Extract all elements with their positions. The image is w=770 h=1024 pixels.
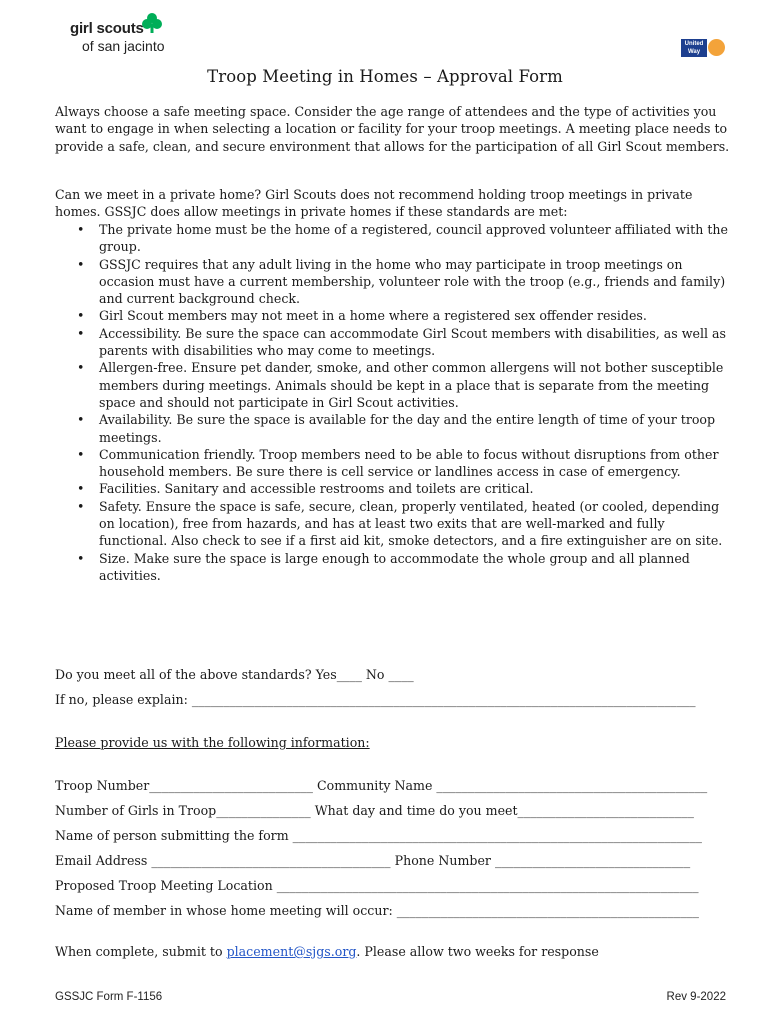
meet-standards-question[interactable]: Do you meet all of the above standards? Yes____ No ____ xyxy=(55,667,414,682)
list-item: • Size. Make sure the space is large enough to accommodate the whole group and all planned activities. xyxy=(55,550,730,585)
standards-list xyxy=(55,221,730,584)
list-item: • The private home must be the home of a registered, council approved volunteer affiliated with the group. xyxy=(55,221,730,256)
submit-instructions xyxy=(55,943,599,960)
footer-revision: Rev 9-2022 xyxy=(666,991,726,1003)
logo-line1: girl scouts xyxy=(70,20,144,37)
united-way-emblem-icon xyxy=(708,39,725,56)
submitter-name-field[interactable]: Name of person submitting the form _________________________________________________________________ xyxy=(55,828,702,843)
host-member-field[interactable]: Name of member in whose home meeting will occur: ________________________________________________ xyxy=(55,903,699,918)
list-item: • Availability. Be sure the space is available for the day and the entire length of time of your troop meetings. xyxy=(55,411,730,446)
placement-email-link[interactable]: placement@sjgs.org xyxy=(226,944,357,959)
submit-suffix: . Please allow two weeks for response xyxy=(356,944,599,959)
footer-form-id: GSSJC Form F-1156 xyxy=(55,991,163,1003)
troop-number-field[interactable]: Troop Number__________________________ Community Name ___________________________________________ xyxy=(55,778,708,793)
info-heading: Please provide us with the following information: xyxy=(55,735,370,750)
girl-scouts-logo xyxy=(70,12,185,56)
list-item: • Facilities. Sanitary and accessible restrooms and toilets are critical. xyxy=(55,480,730,497)
list-item: • Safety. Ensure the space is safe, secure, clean, properly ventilated, heated (or cooled, depending on location), free from hazards, and has at least two exits that are well-marked and fully functional. Also check to see if a first aid kit, smoke detectors, and a fire extinguisher are on site. xyxy=(55,498,730,550)
list-item: • Communication friendly. Troop members need to be able to focus without disruptions from other household members. Be sure there is cell service or landlines access in case of emergency. xyxy=(55,446,730,481)
page-title: Troop Meeting in Homes – Approval Form xyxy=(207,67,563,86)
meeting-location-field[interactable]: Proposed Troop Meeting Location ___________________________________________________________________ xyxy=(55,878,699,893)
logo-line2: of san jacinto xyxy=(82,38,165,54)
private-home-paragraph: Can we meet in a private home? Girl Scouts does not recommend holding troop meetings in private homes. GSSJC does allow meetings in private homes if these standards are met: xyxy=(55,187,693,220)
email-phone-field[interactable]: Email Address ______________________________________ Phone Number _______________________________ xyxy=(55,853,691,868)
united-way-logo xyxy=(681,39,724,57)
list-item: • Allergen-free. Ensure pet dander, smoke, and other common allergens will not bother susceptible members during meetings. Animals should be kept in a place that is separate from the meeting space and should not participate in Girl Scout activities. xyxy=(55,359,730,411)
list-item: • GSSJC requires that any adult living in the home who may participate in troop meetings on occasion must have a current membership, volunteer role with the troop (e.g., friends and family) and current background check. xyxy=(55,256,730,308)
explain-field[interactable]: If no, please explain: ________________________________________________________________________________ xyxy=(55,692,696,707)
trefoil-icon xyxy=(142,12,162,34)
united-way-text: United Way xyxy=(681,39,707,57)
intro-paragraph: Always choose a safe meeting space. Consider the age range of attendees and the type of activities you want to engage in when selecting a location or facility for your troop meetings. A meeting place needs to provide a safe, clean, and secure environment that allows for the participation of all Girl Scout members. xyxy=(55,104,730,154)
submit-prefix: When complete, submit to xyxy=(55,944,227,959)
list-item: • Girl Scout members may not meet in a home where a registered sex offender resides. xyxy=(55,307,730,324)
list-item: • Accessibility. Be sure the space can accommodate Girl Scout members with disabilities, as well as parents with disabilities who may come to meetings. xyxy=(55,325,730,360)
number-of-girls-field[interactable]: Number of Girls in Troop_______________ What day and time do you meet____________________________ xyxy=(55,803,694,818)
